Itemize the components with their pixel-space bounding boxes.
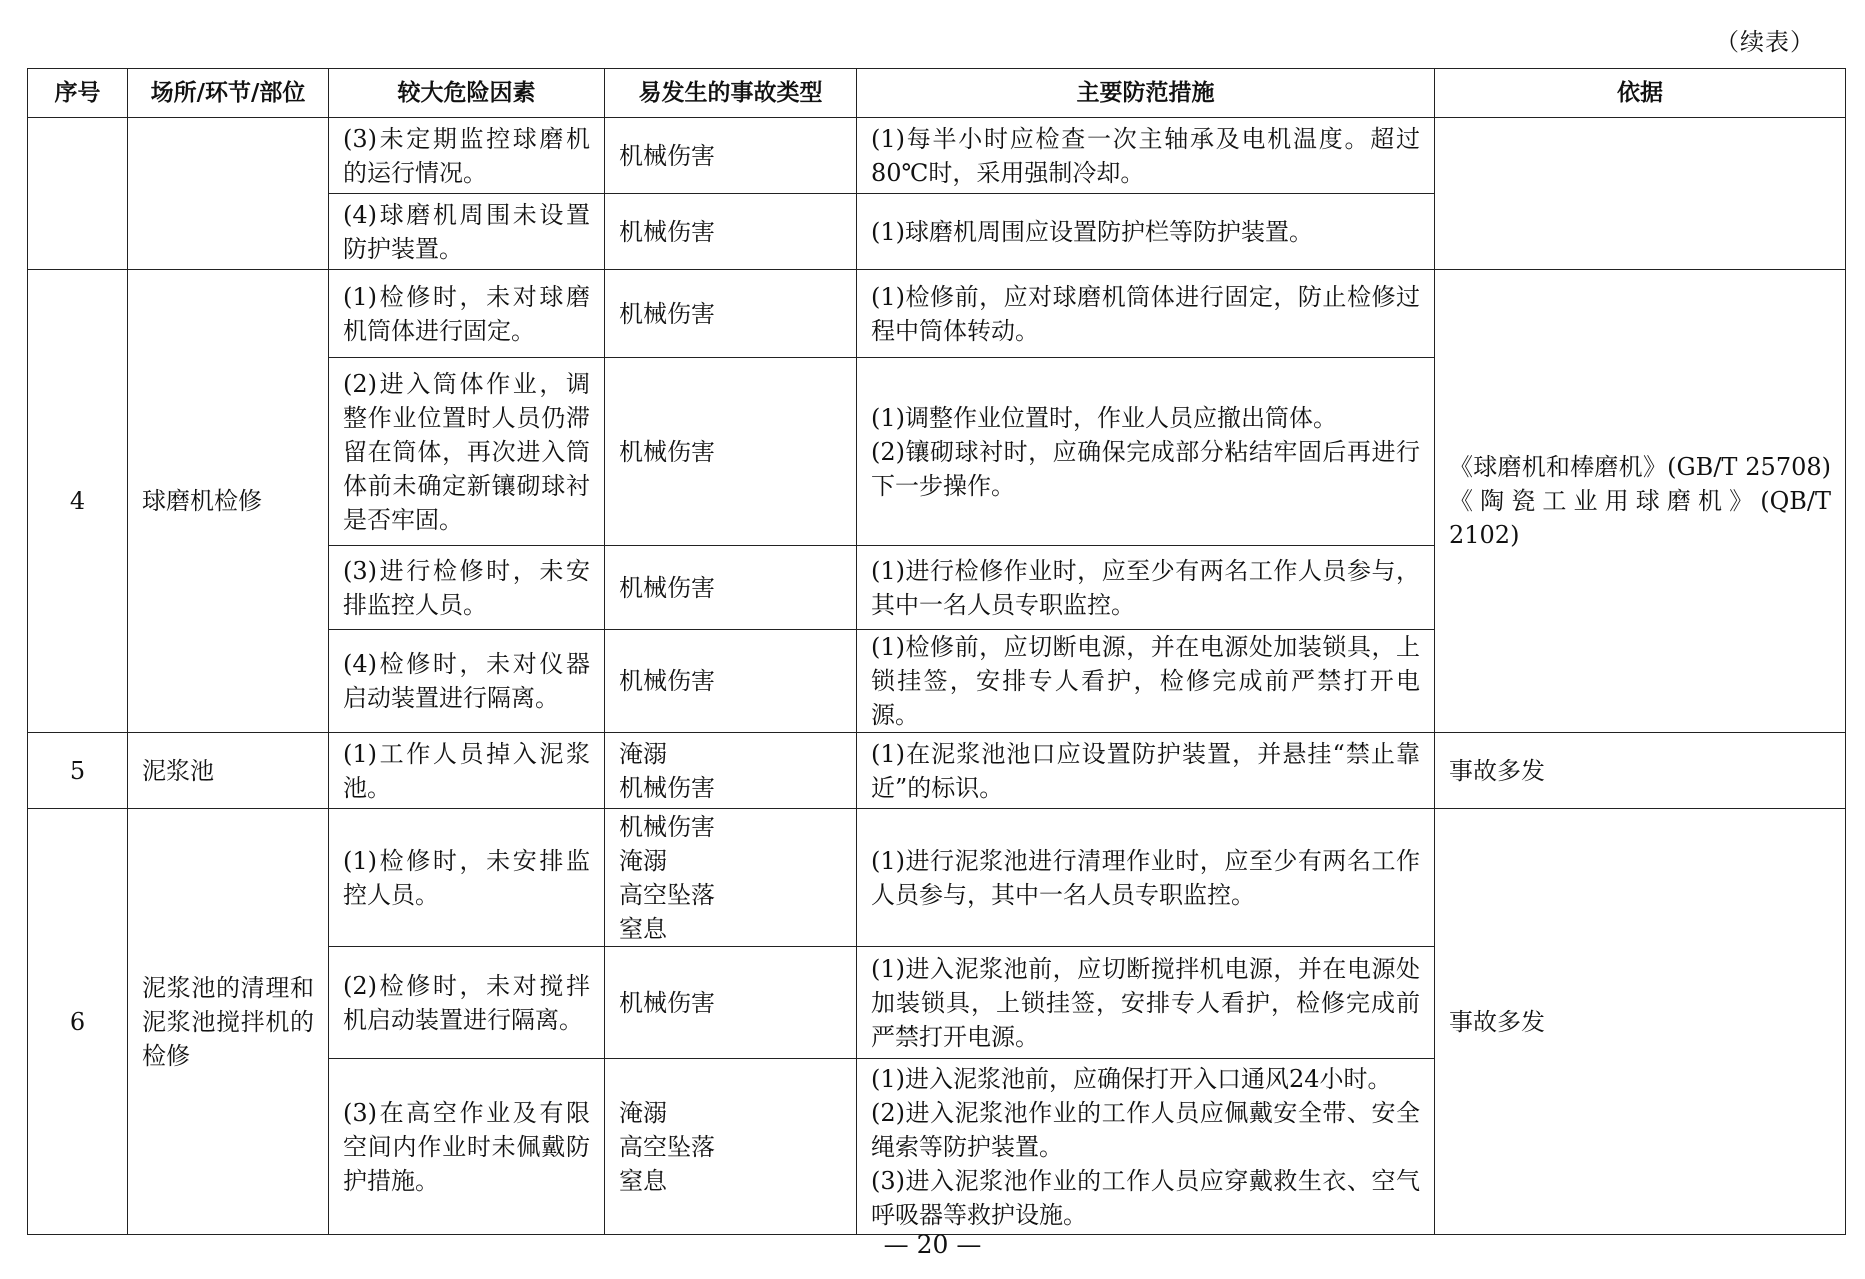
- place-cell: [128, 118, 329, 270]
- accident-type-cell: 机械伤害 淹溺 高空坠落 窒息: [605, 809, 857, 947]
- hazard-cell: (4)检修时，未对仪器启动装置进行隔离。: [329, 630, 605, 733]
- place-cell: 泥浆池的清理和泥浆池搅拌机的检修: [128, 809, 329, 1235]
- basis-cell: 事故多发: [1435, 733, 1846, 809]
- hazard-cell: (2)进入筒体作业，调整作业位置时人员仍滞留在筒体，再次进入筒体前未确定新镶砌球衬是否牢固。: [329, 358, 605, 546]
- basis-cell: 《球磨机和棒磨机》(GB/T 25708)《陶瓷工业用球磨机》(QB/T 2102): [1435, 270, 1846, 733]
- accident-type-cell: 机械伤害: [605, 358, 857, 546]
- measure-cell: (1)检修前，应切断电源，并在电源处加装锁具，上锁挂签，安排专人看护，检修完成前严禁打开电源。: [857, 630, 1435, 733]
- place-cell: 球磨机检修: [128, 270, 329, 733]
- table-row: [28, 118, 1846, 194]
- measure-cell: (1)进入泥浆池前，应确保打开入口通风24小时。 (2)进入泥浆池作业的工作人员应佩戴安全带、安全绳索等防护装置。 (3)进入泥浆池作业的工作人员应穿戴救生衣、空气呼吸器等救护设施。: [857, 1059, 1435, 1235]
- accident-type-cell: 机械伤害: [605, 194, 857, 270]
- header-row: [28, 69, 1846, 118]
- accident-type-cell: 淹溺 高空坠落 窒息: [605, 1059, 857, 1235]
- measure-cell: (1)进行泥浆池进行清理作业时，应至少有两名工作人员参与，其中一名人员专职监控。: [857, 809, 1435, 947]
- header-place: 场所/环节/部位: [128, 69, 329, 118]
- accident-type-cell: 机械伤害: [605, 270, 857, 358]
- table-row: [28, 733, 1846, 809]
- measure-cell: (1)进入泥浆池前，应切断搅拌机电源，并在电源处加装锁具，上锁挂签，安排专人看护，检修完成前严禁打开电源。: [857, 947, 1435, 1059]
- hazard-cell: (3)进行检修时，未安排监控人员。: [329, 546, 605, 630]
- measure-cell: (1)进行检修作业时，应至少有两名工作人员参与，其中一名人员专职监控。: [857, 546, 1435, 630]
- measure-cell: (1)调整作业位置时，作业人员应撤出筒体。 (2)镶砌球衬时，应确保完成部分粘结牢固后再进行下一步操作。: [857, 358, 1435, 546]
- header-hazard: 较大危险因素: [329, 69, 605, 118]
- row-number-cell: 5: [28, 733, 128, 809]
- header-measures: 主要防范措施: [857, 69, 1435, 118]
- hazard-cell: (3)未定期监控球磨机的运行情况。: [329, 118, 605, 194]
- accident-type-cell: 机械伤害: [605, 546, 857, 630]
- accident-type-cell: 机械伤害: [605, 947, 857, 1059]
- header-basis: 依据: [1435, 69, 1846, 118]
- accident-type-cell: 机械伤害: [605, 118, 857, 194]
- hazard-cell: (4)球磨机周围未设置防护装置。: [329, 194, 605, 270]
- basis-cell: 事故多发: [1435, 809, 1846, 1235]
- hazard-cell: (1)工作人员掉入泥浆池。: [329, 733, 605, 809]
- table-row: [28, 270, 1846, 358]
- header-no: 序号: [28, 69, 128, 118]
- hazard-table: [27, 68, 1846, 1235]
- row-number-cell: 4: [28, 270, 128, 733]
- hazard-cell: (1)检修时，未对球磨机筒体进行固定。: [329, 270, 605, 358]
- page-number: — 20 —: [883, 1230, 982, 1259]
- hazard-cell: (2)检修时，未对搅拌机启动装置进行隔离。: [329, 947, 605, 1059]
- hazard-cell: (3)在高空作业及有限空间内作业时未佩戴防护措施。: [329, 1059, 605, 1235]
- accident-type-cell: 机械伤害: [605, 630, 857, 733]
- hazard-cell: (1)检修时，未安排监控人员。: [329, 809, 605, 947]
- measure-cell: (1)每半小时应检查一次主轴承及电机温度。超过80℃时，采用强制冷却。: [857, 118, 1435, 194]
- header-accident-type: 易发生的事故类型: [605, 69, 857, 118]
- basis-cell: [1435, 118, 1846, 270]
- measure-cell: (1)检修前，应对球磨机筒体进行固定，防止检修过程中筒体转动。: [857, 270, 1435, 358]
- row-number-cell: 6: [28, 809, 128, 1235]
- accident-type-cell: 淹溺 机械伤害: [605, 733, 857, 809]
- measure-cell: (1)在泥浆池池口应设置防护装置，并悬挂“禁止靠近”的标识。: [857, 733, 1435, 809]
- continued-label: （续表）: [1715, 28, 1815, 56]
- row-number-cell: [28, 118, 128, 270]
- place-cell: 泥浆池: [128, 733, 329, 809]
- table-row: [28, 809, 1846, 947]
- measure-cell: (1)球磨机周围应设置防护栏等防护装置。: [857, 194, 1435, 270]
